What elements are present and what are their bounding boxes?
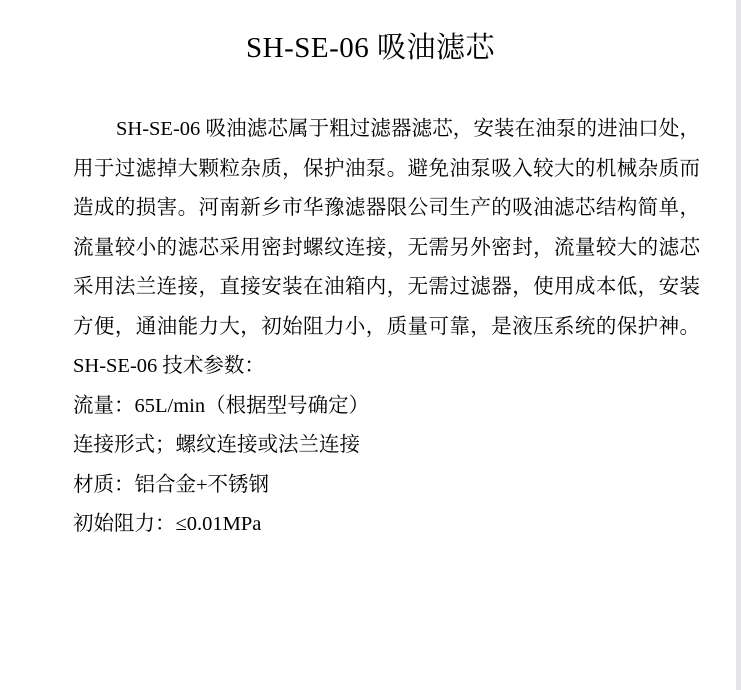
paragraph-line: 用于过滤掉大颗粒杂质，保护油泵。避免油泵吸入较大的机械杂质而 <box>73 157 700 180</box>
document-body <box>0 110 741 545</box>
spec-line: 初始阻力：≤0.01MPa <box>73 513 262 535</box>
spec-line: SH-SE-06 技术参数： <box>73 355 265 377</box>
spec-list <box>73 347 700 545</box>
right-edge-strip <box>736 0 741 690</box>
paragraph-line: 采用法兰连接，直接安装在油箱内，无需过滤器，使用成本低，安装 <box>73 276 700 298</box>
spec-line: 连接形式；螺纹连接或法兰连接 <box>73 434 360 456</box>
paragraph-line: SH-SE-06 吸油滤芯属于粗过滤器滤芯，安装在油泵的进油口处， <box>116 118 700 140</box>
document-title: SH-SE-06 吸油滤芯 <box>246 32 495 64</box>
spec-line: 材质：铝合金+不锈钢 <box>73 473 270 496</box>
paragraph-line: 流量较小的滤芯采用密封螺纹连接，无需另外密封，流量较大的滤芯 <box>73 236 700 259</box>
spec-line: 流量：65L/min（根据型号确定） <box>73 394 370 417</box>
intro-paragraph <box>73 110 700 347</box>
paragraph-line: 造成的损害。河南新乡市华豫滤器限公司生产的吸油滤芯结构简单， <box>73 197 700 219</box>
paragraph-line: 方便，通油能力大，初始阻力小，质量可靠，是液压系统的保护神。 <box>73 315 700 338</box>
